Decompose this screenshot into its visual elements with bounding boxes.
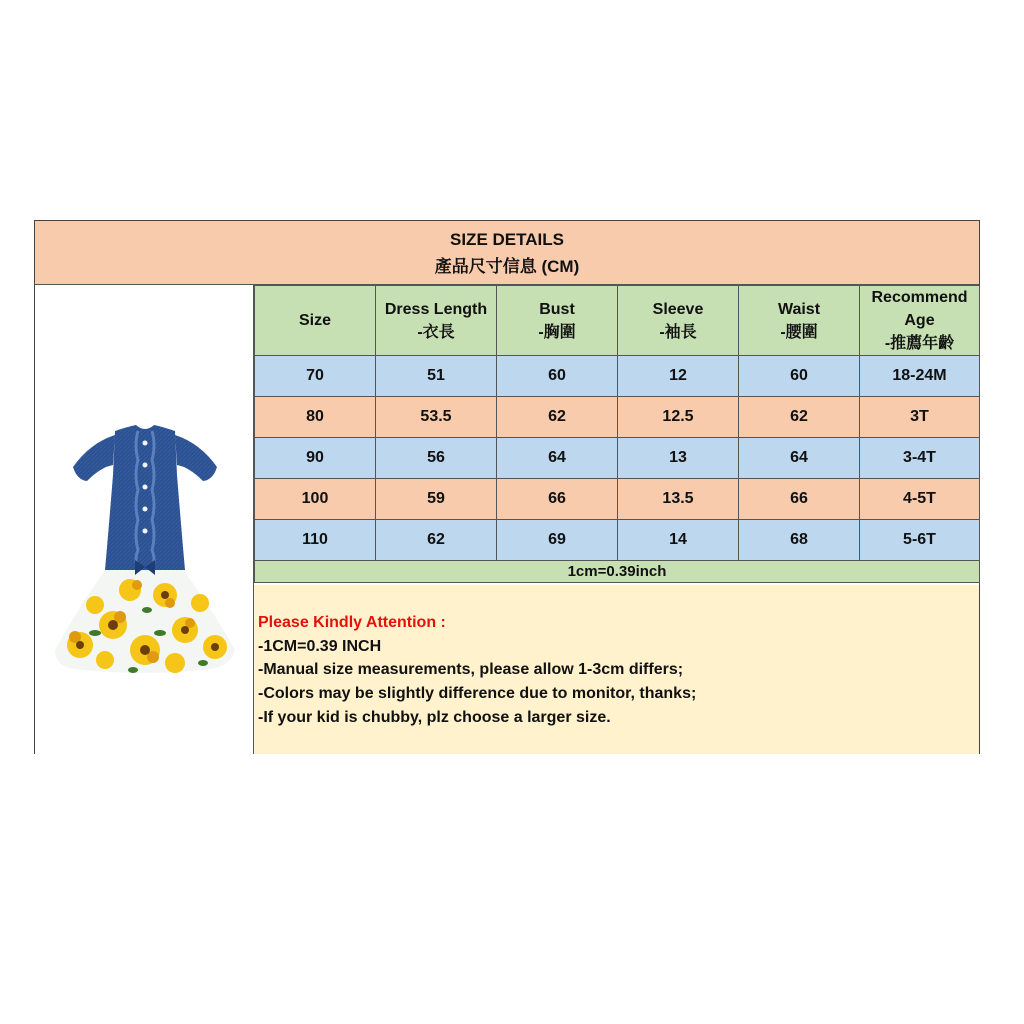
cell-waist: 64 — [739, 438, 860, 479]
cell-waist: 60 — [739, 356, 860, 397]
note-line: -If your kid is chubby, plz choose a larger size. — [258, 708, 611, 726]
column-header-waist: Waist -腰圍 — [739, 286, 860, 356]
note-line: -Manual size measurements, please allow 1-3cm differs; — [258, 661, 684, 679]
cell-size: 90 — [255, 438, 376, 479]
column-header-sleeve: Sleeve -袖長 — [618, 286, 739, 356]
cell-sleeve: 13.5 — [618, 479, 739, 520]
attention-heading: Please Kindly Attention : — [258, 614, 446, 631]
cell-age: 4-5T — [860, 479, 980, 520]
cell-sleeve: 12.5 — [618, 397, 739, 438]
cell-size: 80 — [255, 397, 376, 438]
cell-waist: 62 — [739, 397, 860, 438]
cell-dress-length: 51 — [376, 356, 497, 397]
size-chart-header — [35, 221, 979, 285]
size-chart-title: SIZE DETAILS — [450, 229, 564, 249]
cell-sleeve: 14 — [618, 520, 739, 561]
cell-bust: 69 — [497, 520, 618, 561]
column-header-dress-length: Dress Length -衣長 — [376, 286, 497, 356]
table-row — [255, 479, 980, 520]
cell-dress-length: 62 — [376, 520, 497, 561]
note-line: -Colors may be slightly difference due to monitor, thanks; — [258, 685, 697, 703]
table-row — [255, 356, 980, 397]
table-row — [255, 520, 980, 561]
cell-age: 5-6T — [860, 520, 980, 561]
cell-waist: 68 — [739, 520, 860, 561]
cell-sleeve: 13 — [618, 438, 739, 479]
cell-age: 3T — [860, 397, 980, 438]
cell-bust: 60 — [497, 356, 618, 397]
table-row — [255, 438, 980, 479]
size-chart — [34, 220, 980, 754]
cell-age: 18-24M — [860, 356, 980, 397]
size-chart-subtitle: 產品尺寸信息 (CM) — [434, 256, 580, 276]
cell-bust: 64 — [497, 438, 618, 479]
cell-age: 3-4T — [860, 438, 980, 479]
cell-size: 100 — [255, 479, 376, 520]
table-header-row — [255, 286, 980, 356]
product-image-cell — [35, 285, 254, 754]
cell-dress-length: 59 — [376, 479, 497, 520]
conversion-note: 1cm=0.39inch — [255, 561, 980, 583]
cell-size: 70 — [255, 356, 376, 397]
note-line: -1CM=0.39 INCH — [258, 637, 382, 655]
cell-sleeve: 12 — [618, 356, 739, 397]
conversion-row — [255, 561, 980, 583]
table-row — [255, 397, 980, 438]
dress-image — [35, 285, 253, 754]
column-header-recommend-age: Recommend Age -推薦年齡 — [860, 286, 980, 356]
notes-panel — [254, 585, 979, 754]
column-header-size: Size — [255, 286, 376, 356]
cell-waist: 66 — [739, 479, 860, 520]
cell-dress-length: 53.5 — [376, 397, 497, 438]
cell-bust: 66 — [497, 479, 618, 520]
cell-bust: 62 — [497, 397, 618, 438]
cell-size: 110 — [255, 520, 376, 561]
cell-dress-length: 56 — [376, 438, 497, 479]
column-header-bust: Bust -胸圍 — [497, 286, 618, 356]
size-table — [254, 285, 980, 583]
